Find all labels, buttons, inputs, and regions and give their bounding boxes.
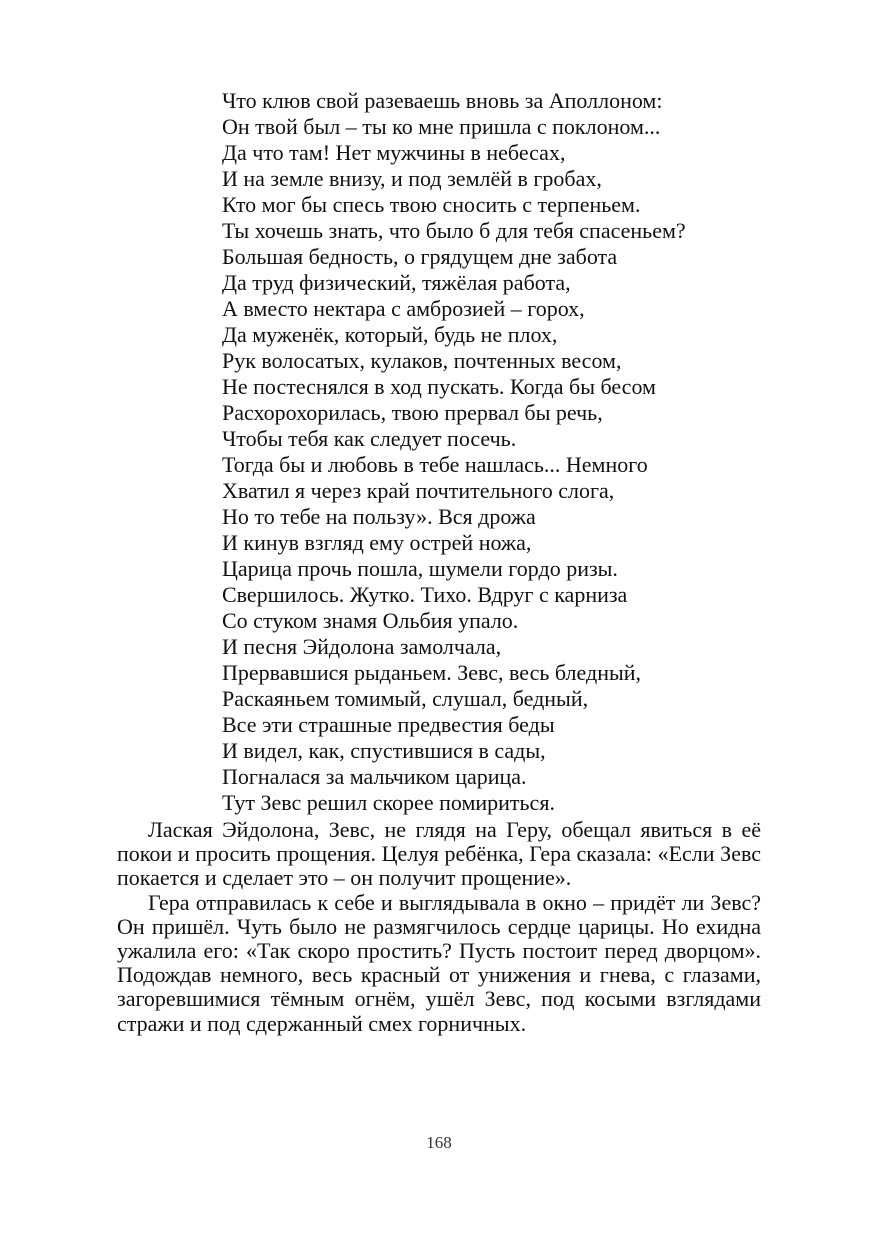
- poem-line: И на земле внизу, и под землёй в гробах,: [222, 166, 602, 191]
- poem-line: Свершилось. Жутко. Тихо. Вдруг с карниза: [222, 582, 628, 607]
- poem-line: Тогда бы и любовь в тебе нашлась... Немного: [222, 452, 648, 477]
- poem-line: Большая бедность, о грядущем дне забота: [222, 244, 618, 269]
- poem-line: Да муженёк, который, будь не плох,: [222, 322, 558, 347]
- poem-line: И песня Эйдолона замолчала,: [222, 634, 502, 659]
- poem-block: [222, 88, 782, 816]
- page-number: 168: [426, 1133, 452, 1152]
- poem-line: Хватил я через край почтительного слога,: [222, 478, 615, 503]
- poem-line: Чтобы тебя как следует посечь.: [222, 426, 517, 451]
- poem-line: Да что там! Нет мужчины в небесах,: [222, 140, 566, 165]
- poem-line: Что клюв свой разеваешь вновь за Аполлоном:: [222, 88, 663, 113]
- poem-line: Со стуком знамя Ольбия упало.: [222, 608, 519, 633]
- poem-line: И видел, как, спустившися в сады,: [222, 738, 546, 763]
- prose-paragraph: Гера отправилась к себе и выглядывала в окно – придёт ли Зевс? Он пришёл. Чуть было не размягчилось сердце царицы. Но ехидна ужалила его: «Так скоро простить? Пусть постоит перед дворцом». Подождав немного, весь красный от унижения и гнева, с глазами, загоревшимися тёмным огнём, ушёл Зевс, под косыми взглядами стражи и под сдержанный смех горничных.: [117, 889, 761, 1036]
- prose-paragraph: Лаская Эйдолона, Зевс, не глядя на Геру, обещал явиться в её покои и просить прощения. Целуя ребёнка, Гера сказала: «Если Зевс покается и сделает это – он получит прощение».: [117, 817, 761, 891]
- prose-block: [117, 818, 761, 1036]
- poem-line: Погналася за мальчиком царица.: [222, 764, 527, 789]
- poem-line: Кто мог бы спесь твою сносить с терпеньем.: [222, 192, 641, 217]
- poem-line: Расхорохорилась, твою прервал бы речь,: [222, 400, 603, 425]
- poem-line: Царица прочь пошла, шумели гордо ризы.: [222, 556, 618, 581]
- poem-line: Тут Зевс решил скорее помириться.: [222, 790, 555, 815]
- poem-line: Все эти страшные предвестия беды: [222, 712, 555, 737]
- poem-line: А вместо нектара с амброзией – горох,: [222, 296, 585, 321]
- poem-line: Но то тебе на пользу». Вся дрожа: [222, 504, 536, 529]
- poem-line: Раскаяньем томимый, слушал, бедный,: [222, 686, 589, 711]
- poem-line: Он твой был – ты ко мне пришла с поклоном...: [222, 114, 661, 139]
- poem-line: Рук волосатых, кулаков, почтенных весом,: [222, 348, 622, 373]
- poem-line: Не постеснялся в ход пускать. Когда бы бесом: [222, 374, 656, 399]
- poem-line: Ты хочешь знать, что было б для тебя спасеньем?: [222, 218, 686, 243]
- poem-line: Прервавшися рыданьем. Зевс, весь бледный,: [222, 660, 642, 685]
- poem-line: И кинув взгляд ему острей ножа,: [222, 530, 532, 555]
- poem-line: Да труд физический, тяжёлая работа,: [222, 270, 571, 295]
